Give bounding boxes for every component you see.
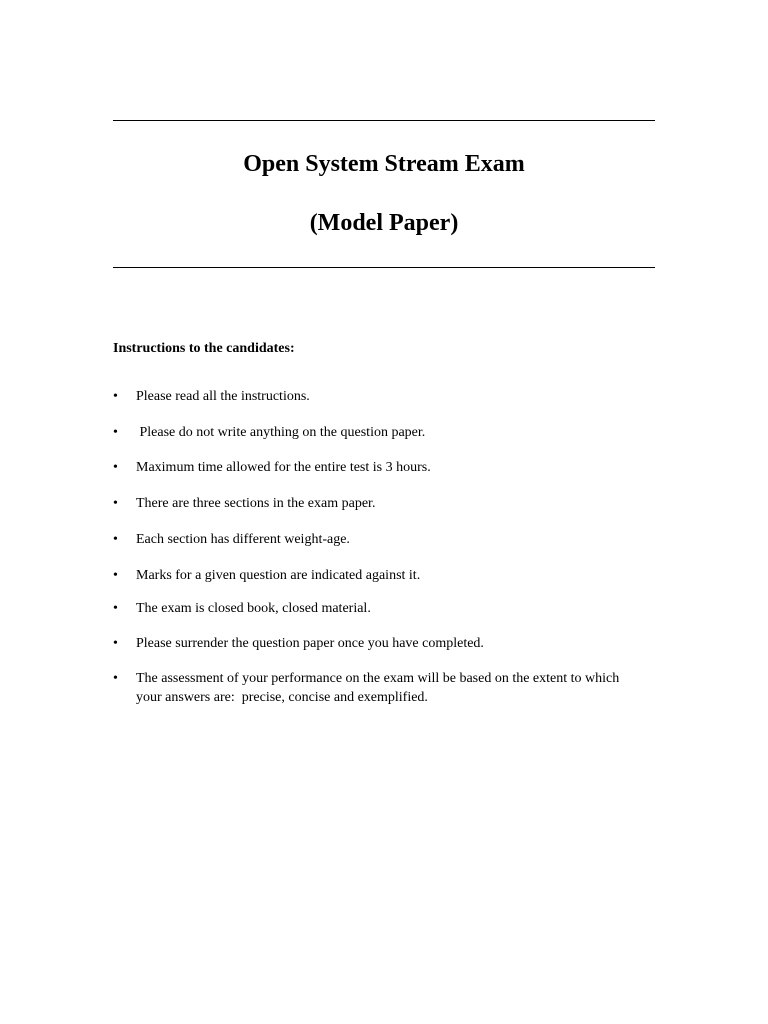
instruction-text: Each section has different weight-age. [136, 532, 350, 547]
instructions-heading: Instructions to the candidates: [113, 341, 295, 356]
instruction-text: Please read all the instructions. [136, 389, 310, 404]
bullet-icon: • [113, 636, 118, 651]
bullet-icon: • [113, 568, 118, 583]
bullet-icon: • [113, 460, 118, 475]
document-title: Open System Stream Exam [243, 151, 525, 177]
instruction-text: Please do not write anything on the question paper. [136, 425, 426, 440]
bullet-icon: • [113, 532, 118, 547]
bullet-icon: • [113, 425, 118, 440]
bullet-icon: • [113, 389, 118, 404]
document-subtitle: (Model Paper) [309, 210, 459, 236]
instruction-text: There are three sections in the exam paper. [136, 496, 376, 511]
instruction-text: Maximum time allowed for the entire test is 3 hours. [136, 460, 431, 475]
bullet-icon: • [113, 671, 118, 686]
top-horizontal-rule [113, 120, 655, 121]
instruction-text: Please surrender the question paper once you have completed. [136, 636, 484, 651]
bottom-horizontal-rule [113, 267, 655, 268]
instruction-text: The exam is closed book, closed material. [136, 601, 371, 616]
instruction-text: The assessment of your performance on the exam will be based on the extent to which your answers are: precise, concise and exemplified. [136, 671, 623, 705]
bullet-icon: • [113, 601, 118, 616]
bullet-icon: • [113, 496, 118, 511]
instruction-text: Marks for a given question are indicated against it. [136, 568, 421, 583]
